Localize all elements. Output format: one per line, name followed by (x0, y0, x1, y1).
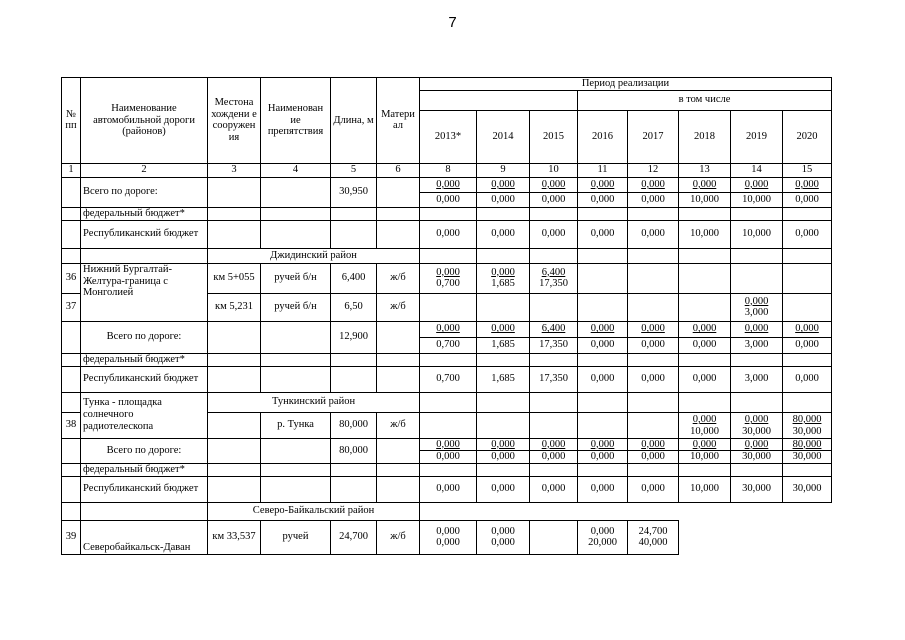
col-number: 5 (331, 163, 377, 177)
federal-label: федеральный бюджет* (81, 464, 208, 477)
republican-label: Республиканский бюджет (81, 366, 208, 392)
total-label: Всего по дороге: (81, 177, 208, 207)
table-row: 37 км 5,231 ручей б/н 6,50 ж/б 0,000 3,000 (62, 293, 832, 321)
header-row-1 (62, 78, 832, 91)
col-number: 14 (731, 163, 783, 177)
col-number: 11 (578, 163, 628, 177)
total-length: 30,950 (331, 177, 377, 207)
column-numbers-row (62, 163, 832, 177)
district-row (62, 248, 832, 263)
table-row: Республиканский бюджет 0,700 1,685 17,350 0,000 0,000 0,000 3,000 0,000 (62, 366, 832, 392)
header-num: № пп (62, 78, 81, 164)
col-number: 4 (261, 163, 331, 177)
table-row: Всего по дороге: 12,900 0,000 0,000 6,400 0,000 0,000 0,000 0,000 0,000 (62, 321, 832, 337)
header-year: 2019 (731, 110, 783, 163)
table-row: 0,700 1,685 17,350 0,000 0,000 0,000 3,000 0,000 (62, 337, 832, 353)
header-material: Матери ал (377, 78, 420, 164)
table-row: Всего по дороге: 80,000 0,000 0,000 0,000 0,000 0,000 0,000 0,000 80,000 (62, 438, 832, 451)
table-row: 0,000 0,000 0,000 0,000 0,000 10,000 30,000 30,000 (62, 451, 832, 464)
page-number: 7 (448, 14, 457, 31)
district-row (62, 392, 832, 412)
table-row: Республиканский бюджет 0,000 0,000 0,000 0,000 0,000 10,000 30,000 30,000 (62, 476, 832, 502)
federal-label: федеральный бюджет* (81, 353, 208, 366)
col-number: 12 (628, 163, 679, 177)
row-number: 37 (62, 293, 81, 321)
header-period: Период реализации (420, 78, 832, 91)
col-number: 2 (81, 163, 208, 177)
table-row: Республиканский бюджет 0,000 0,000 0,000 0,000 0,000 10,000 10,000 0,000 (62, 220, 832, 248)
col-number: 6 (377, 163, 420, 177)
col-number: 3 (208, 163, 261, 177)
header-year: 2013* (420, 110, 477, 163)
row-number: 39 (62, 520, 81, 554)
header-year: 2017 (628, 110, 679, 163)
road-name: Северобайкальск-Даван (81, 520, 208, 554)
col-number: 8 (420, 163, 477, 177)
header-obstacle: Наименован ие препятствия (261, 78, 331, 164)
header-year: 2018 (679, 110, 731, 163)
col-number: 9 (477, 163, 530, 177)
table-row: Всего по дороге: 30,950 0,000 0,000 0,000 0,000 0,000 0,000 0,000 0,000 (62, 177, 832, 192)
header-road-name: Наименование автомобильной дороги (районов) (81, 78, 208, 164)
header-year: 2014 (477, 110, 530, 163)
header-year: 2020 (783, 110, 832, 163)
col-number: 10 (530, 163, 578, 177)
road-program-table (61, 77, 832, 555)
federal-label: федеральный бюджет* (81, 207, 208, 220)
table-row (62, 353, 832, 366)
district-title: Тункинский район (208, 392, 420, 412)
road-name: Тунка - площадка солнечного радиотелескопа (81, 392, 208, 438)
header-location: Местона хождени е сооружен ия (208, 78, 261, 164)
row-number: 36 (62, 263, 81, 293)
district-title: Северо-Байкальский район (208, 502, 420, 520)
table-row: 36 Нижний Бургалтай-Желтура-граница с Монголией км 5+055 ручей б/н 6,400 ж/б 0,000 0,700 0,000 1,685 6,400 17,350 (62, 263, 832, 293)
table-row: 0,000 0,000 0,000 0,000 0,000 10,000 10,000 0,000 (62, 192, 832, 207)
table-row: 38 р. Тунка 80,000 ж/б 0,000 10,000 0,000 30,000 80,000 30,000 (62, 412, 832, 438)
header-year: 2015 (530, 110, 578, 163)
header-length: Длина, м (331, 78, 377, 164)
total-label: Всего по дороге: (81, 438, 208, 464)
table-row: 39 Северобайкальск-Даван км 33,537 ручей 24,700 ж/б 0,000 0,000 0,000 0,000 0,000 20,000 24,700 40,000 (62, 520, 832, 554)
republican-label: Республиканский бюджет (81, 476, 208, 502)
total-length: 12,900 (331, 321, 377, 353)
header-year: 2016 (578, 110, 628, 163)
total-label: Всего по дороге: (81, 321, 208, 353)
table-row (62, 464, 832, 477)
table-row (62, 207, 832, 220)
header-including: в том числе (578, 90, 832, 110)
row-number: 38 (62, 412, 81, 438)
col-number: 1 (62, 163, 81, 177)
col-number: 13 (679, 163, 731, 177)
header-spacer (420, 90, 578, 110)
col-number: 15 (783, 163, 832, 177)
republican-label: Республиканский бюджет (81, 220, 208, 248)
total-length: 80,000 (331, 438, 377, 464)
road-name: Нижний Бургалтай-Желтура-граница с Монголией (81, 263, 208, 321)
district-row (62, 502, 832, 520)
district-title: Джидинский район (208, 248, 420, 263)
